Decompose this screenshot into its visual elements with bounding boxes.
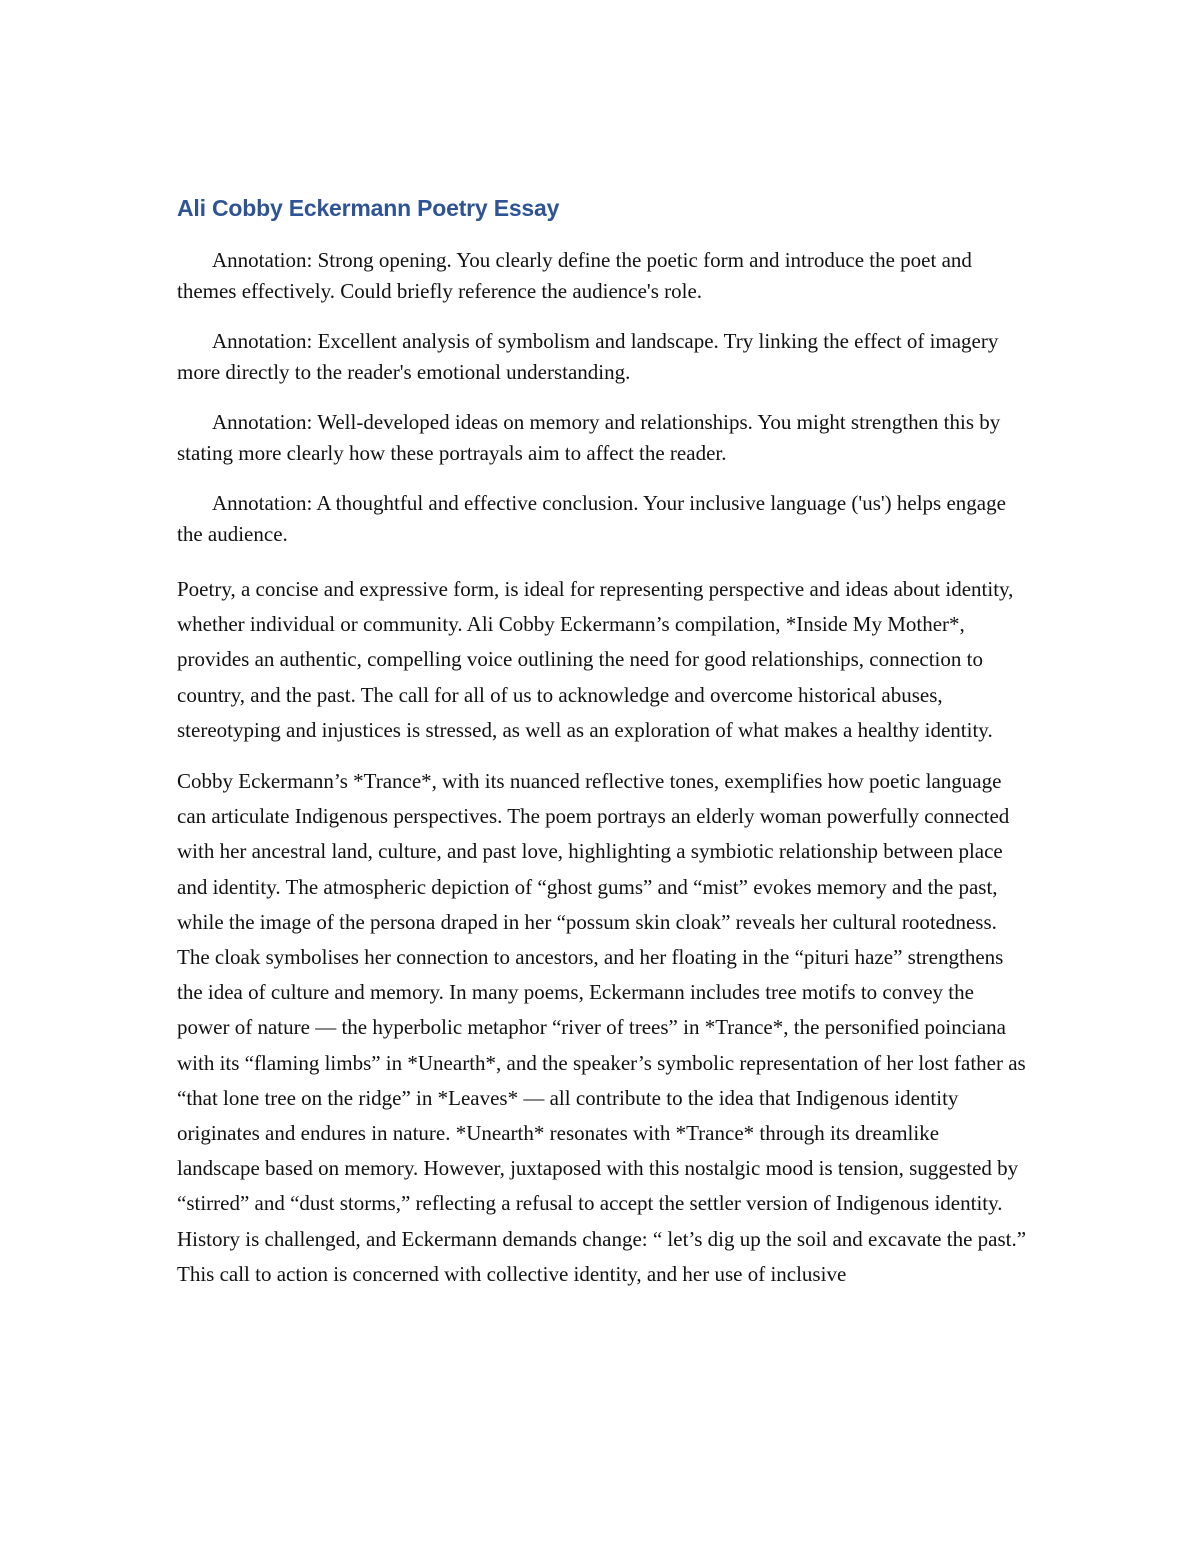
annotation-3: Annotation: Well-developed ideas on memory and relationships. You might strengthen this by stating more clearly how these portrayals aim to affect the reader. [177,410,1001,465]
document-body [177,191,1027,1308]
essay-paragraph-intro: Poetry, a concise and expressive form, is ideal for representing perspective and ideas about identity, whether individual or community. Ali Cobby Eckermann’s compilation, *Inside My Mother*, provides an authentic, compelling voice outlining the need for good relationships, connection to country, and the past. The call for all of us to acknowledge and overcome historical abuses, stereotyping and injustices is stressed, as well as an exploration of what makes a healthy identity. [177,577,1014,742]
annotation-2: Annotation: Excellent analysis of symbolism and landscape. Try linking the effect of imagery more directly to the reader's emotional understanding. [177,329,999,384]
annotation-4: Annotation: A thoughtful and effective conclusion. Your inclusive language ('us') helps engage the audience. [177,491,1006,546]
document-title: Ali Cobby Eckermann Poetry Essay [177,195,560,221]
annotation-list [177,245,1027,550]
annotation-1: Annotation: Strong opening. You clearly define the poetic form and introduce the poet and themes effectively. Could briefly reference the audience's role. [177,248,972,303]
essay-paragraph-trance: Cobby Eckermann’s *Trance*, with its nuanced reflective tones, exemplifies how poetic language can articulate Indigenous perspectives. The poem portrays an elderly woman powerfully connected with her ancestral land, culture, and past love, highlighting a symbiotic relationship between place and identity. The atmospheric depiction of “ghost gums” and “mist” evokes memory and the past, while the image of the persona draped in her “possum skin cloak” reveals her cultural rootedness. The cloak symbolises her connection to ancestors, and her floating in the “pituri haze” strengthens the idea of culture and memory. In many poems, Eckermann includes tree motifs to convey the power of nature — the hyperbolic metaphor “river of trees” in *Trance*, the personified poinciana with its “flaming limbs” in *Unearth*, and the speaker’s symbolic representation of her lost father as “that lone tree on the ridge” in *Leaves* — all contribute to the idea that Indigenous identity originates and endures in nature. *Unearth* resonates with *Trance* through its dreamlike landscape based on memory. However, juxtaposed with this nostalgic mood is tension, suggested by “stirred” and “dust storms,” reflecting a refusal to accept the settler version of Indigenous identity. History is challenged, and Eckermann demands change: “ let’s dig up the soil and excavate the past.” This call to action is concerned with collective identity, and her use of inclusive [177,769,1027,1286]
